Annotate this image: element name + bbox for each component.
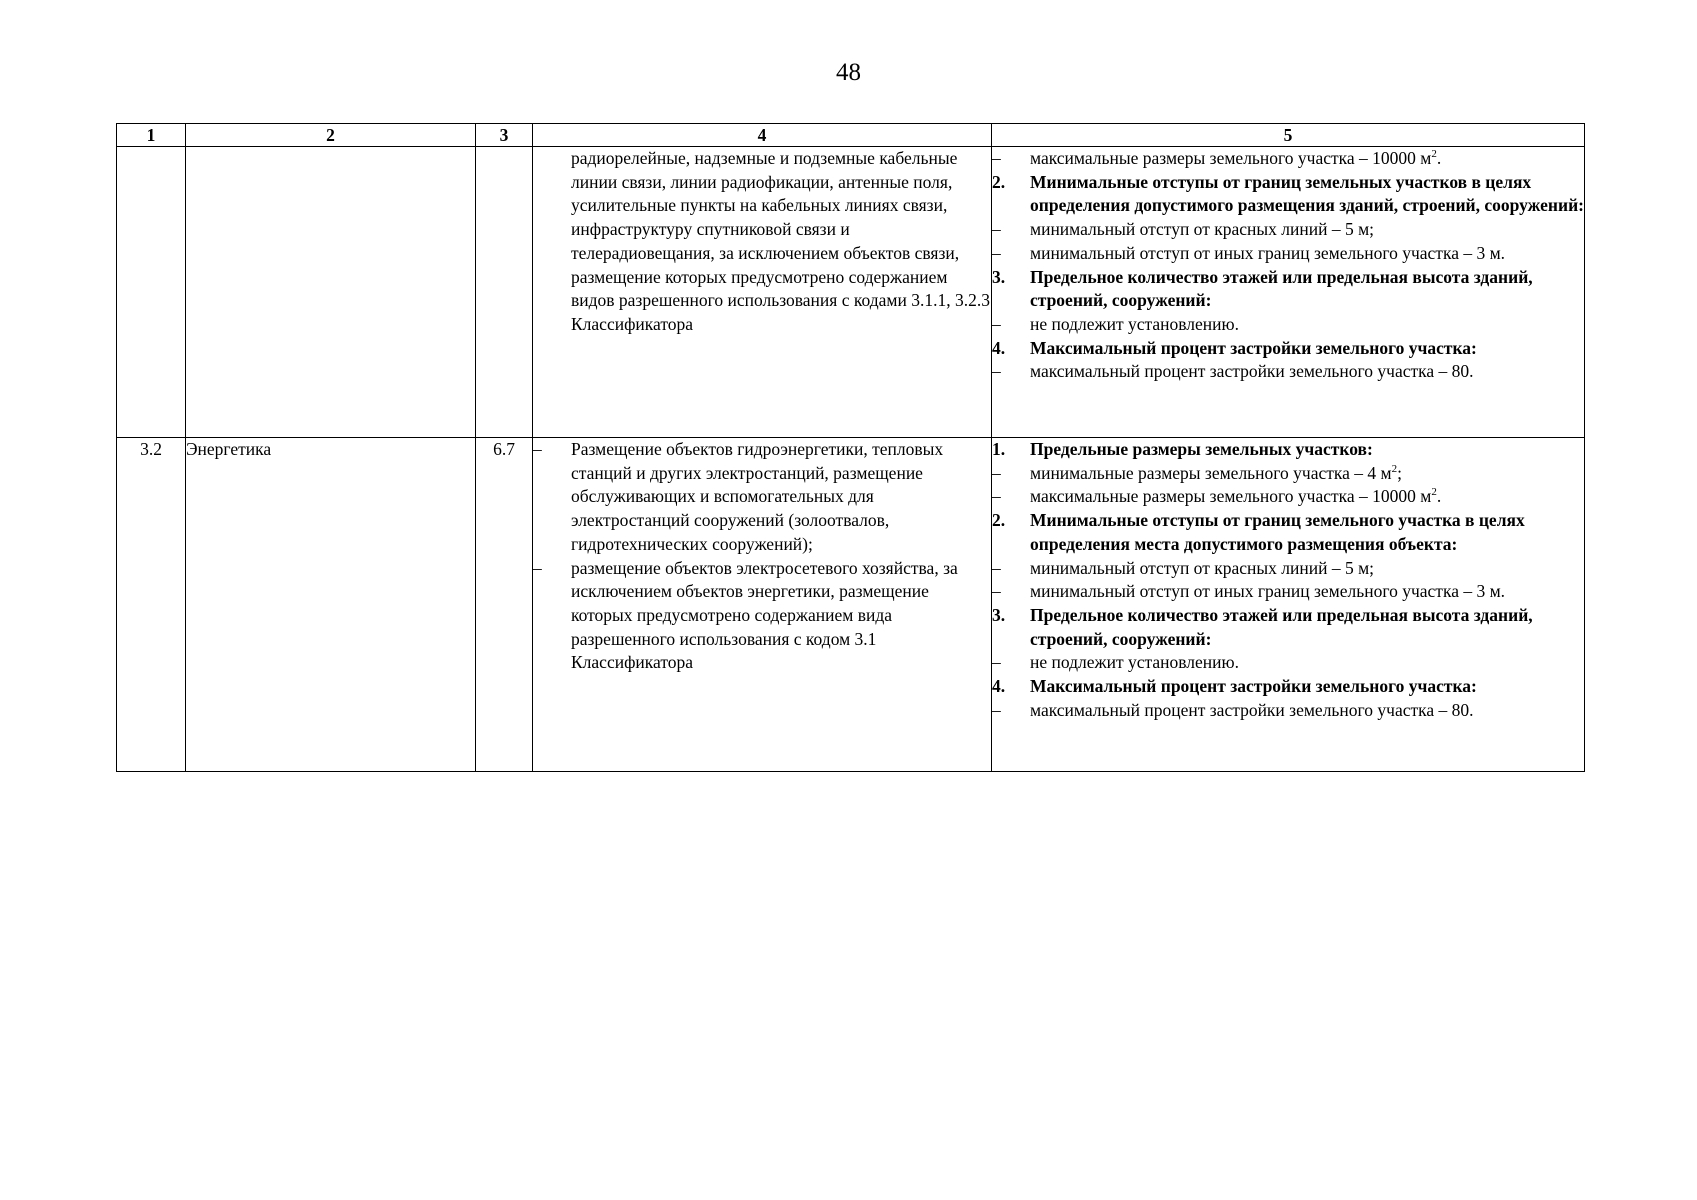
parameter-item [992,313,1584,337]
item-text-wrap [1030,485,1584,509]
row-description [533,438,992,772]
item-text-wrap [1030,462,1584,486]
item-text: Максимальный процент застройки земельного участка: [1030,676,1477,697]
item-text-wrap [1030,337,1584,361]
item-marker: – [992,242,1001,263]
item-text-wrap [1030,242,1584,266]
description-item [533,438,991,557]
item-text: Минимальные отступы от границ земельного участка в целях определения места допустимого размещения объекта: [1030,510,1525,554]
item-text-wrap [1030,218,1584,242]
table-row [117,147,1585,438]
page-number: 48 [836,59,861,86]
description-item [533,147,991,337]
item-text: минимальный отступ от красных линий – 5 м; [1030,219,1375,240]
item-text: минимальный отступ от красных линий – 5 м; [1030,557,1375,578]
item-text-wrap [1030,171,1584,218]
parameter-item [992,360,1584,384]
parameter-heading [992,266,1584,313]
item-text-wrap [1030,360,1584,384]
item-text: Предельное количество этажей или предельная высота зданий, строений, сооружений: [1030,266,1533,311]
item-marker: 2. [992,510,1006,531]
item-tail: ; [1397,462,1402,483]
item-text: Размещение объектов гидроэнергетики, тепловых станций и других электростанций, размещение обслуживающих и вспомогательных для электростанций сооружений (золоотвалов, гидротехнических сооружений); [571,439,944,554]
header-col-5: 5 [992,124,1585,147]
item-text: не подлежит установлению. [1030,652,1239,673]
item-text-wrap [1030,266,1584,313]
item-marker: 1. [992,439,1006,459]
item-marker: 4. [992,337,1006,358]
parameter-heading [992,675,1584,699]
item-marker: 2. [992,171,1006,192]
parameter-item [992,462,1584,486]
parameter-heading [992,604,1584,651]
parameter-item [992,651,1584,675]
item-text: максимальные размеры земельного участка – 10000 м [1030,148,1432,168]
header-col-4: 4 [533,124,992,147]
row-name: Энергетика [186,438,476,772]
parameter-heading [992,171,1584,218]
item-marker [533,147,571,337]
item-tail: . [1436,148,1442,168]
row-parameters [992,438,1585,772]
parameter-item [992,699,1584,723]
item-text-wrap [1030,438,1584,462]
item-marker: – [992,313,1001,334]
item-marker: – [992,462,1001,483]
item-marker: – [533,439,542,459]
item-marker: – [992,148,1001,168]
item-text-wrap [1030,699,1584,723]
parameter-item [992,580,1584,604]
item-text-wrap [1030,147,1584,171]
row-name [186,147,476,438]
item-text-wrap [1030,580,1584,604]
item-marker: 4. [992,676,1006,697]
item-text-wrap [1030,604,1584,651]
row-code: 6.7 [476,438,533,772]
item-text-wrap [1030,509,1584,556]
header-row [117,124,1585,147]
parameter-heading [992,337,1584,361]
row-number [117,147,186,438]
item-marker: – [992,486,1001,507]
item-text: максимальные размеры земельного участка – 10000 м [1030,486,1432,507]
row-description [533,147,992,438]
parameter-heading [992,509,1584,556]
item-text: Максимальный процент застройки земельного участка: [1030,337,1477,358]
item-marker: – [992,652,1001,673]
item-tail: . [1436,486,1442,507]
item-marker: – [992,581,1001,602]
item-marker: – [992,361,1001,382]
item-text: минимальный отступ от иных границ земельного участка – 3 м. [1030,581,1506,602]
header-col-2: 2 [186,124,476,147]
row-number: 3.2 [117,438,186,772]
item-text-wrap [1030,313,1584,337]
row-parameters [992,147,1585,438]
description-item [533,557,991,676]
item-marker: – [992,699,1001,720]
superscript: 2 [1391,462,1398,475]
superscript: 2 [1431,148,1437,161]
item-text: не подлежит установлению. [1030,313,1239,334]
parameter-item [992,218,1584,242]
regulations-table [116,123,1585,772]
superscript: 2 [1431,486,1437,499]
parameter-item [992,557,1584,581]
item-text-wrap [1030,651,1584,675]
item-text: максимальный процент застройки земельного участка – 80. [1030,699,1474,720]
parameter-item [992,485,1584,509]
table-row [117,438,1585,772]
item-text: размещение объектов электросетевого хозяйства, за исключением объектов энергетики, размещение которых предусмотрено содержанием вида разрешенного использования с кодом 3.1 Классификатора [571,557,958,673]
item-text: минимальные размеры земельного участка – 4 м [1030,462,1392,483]
parameter-item [992,242,1584,266]
item-text: Минимальные отступы от границ земельных участков в целях определения допустимого размещения зданий, строений, сооружений: [1030,171,1584,216]
item-text: радиорелейные, надземные и подземные кабельные линии связи, линии радиофикации, антенные поля, усилительные пункты на кабельных линиях связи, инфраструктуру спутниковой связи и телерадиовещания, за исключением объектов связи, размещение которых предусмотрено содержанием видов разрешенного использования с кодами 3.1.1, 3.2.3 Классификатора [571,148,990,334]
item-text-wrap [1030,557,1584,581]
item-marker: 3. [992,604,1006,625]
parameter-heading [992,438,1584,462]
item-text: Предельное количество этажей или предельная высота зданий, строений, сооружений: [1030,604,1533,649]
item-marker: – [533,557,542,578]
item-marker: 3. [992,266,1006,287]
row-code [476,147,533,438]
item-text: максимальный процент застройки земельного участка – 80. [1030,361,1474,382]
item-text-wrap [1030,675,1584,699]
item-text: минимальный отступ от иных границ земельного участка – 3 м. [1030,242,1506,263]
item-marker: – [992,219,1001,240]
item-marker: – [992,557,1001,578]
item-text: Предельные размеры земельных участков: [1030,439,1373,459]
parameter-item [992,147,1584,171]
header-col-1: 1 [117,124,186,147]
header-col-3: 3 [476,124,533,147]
